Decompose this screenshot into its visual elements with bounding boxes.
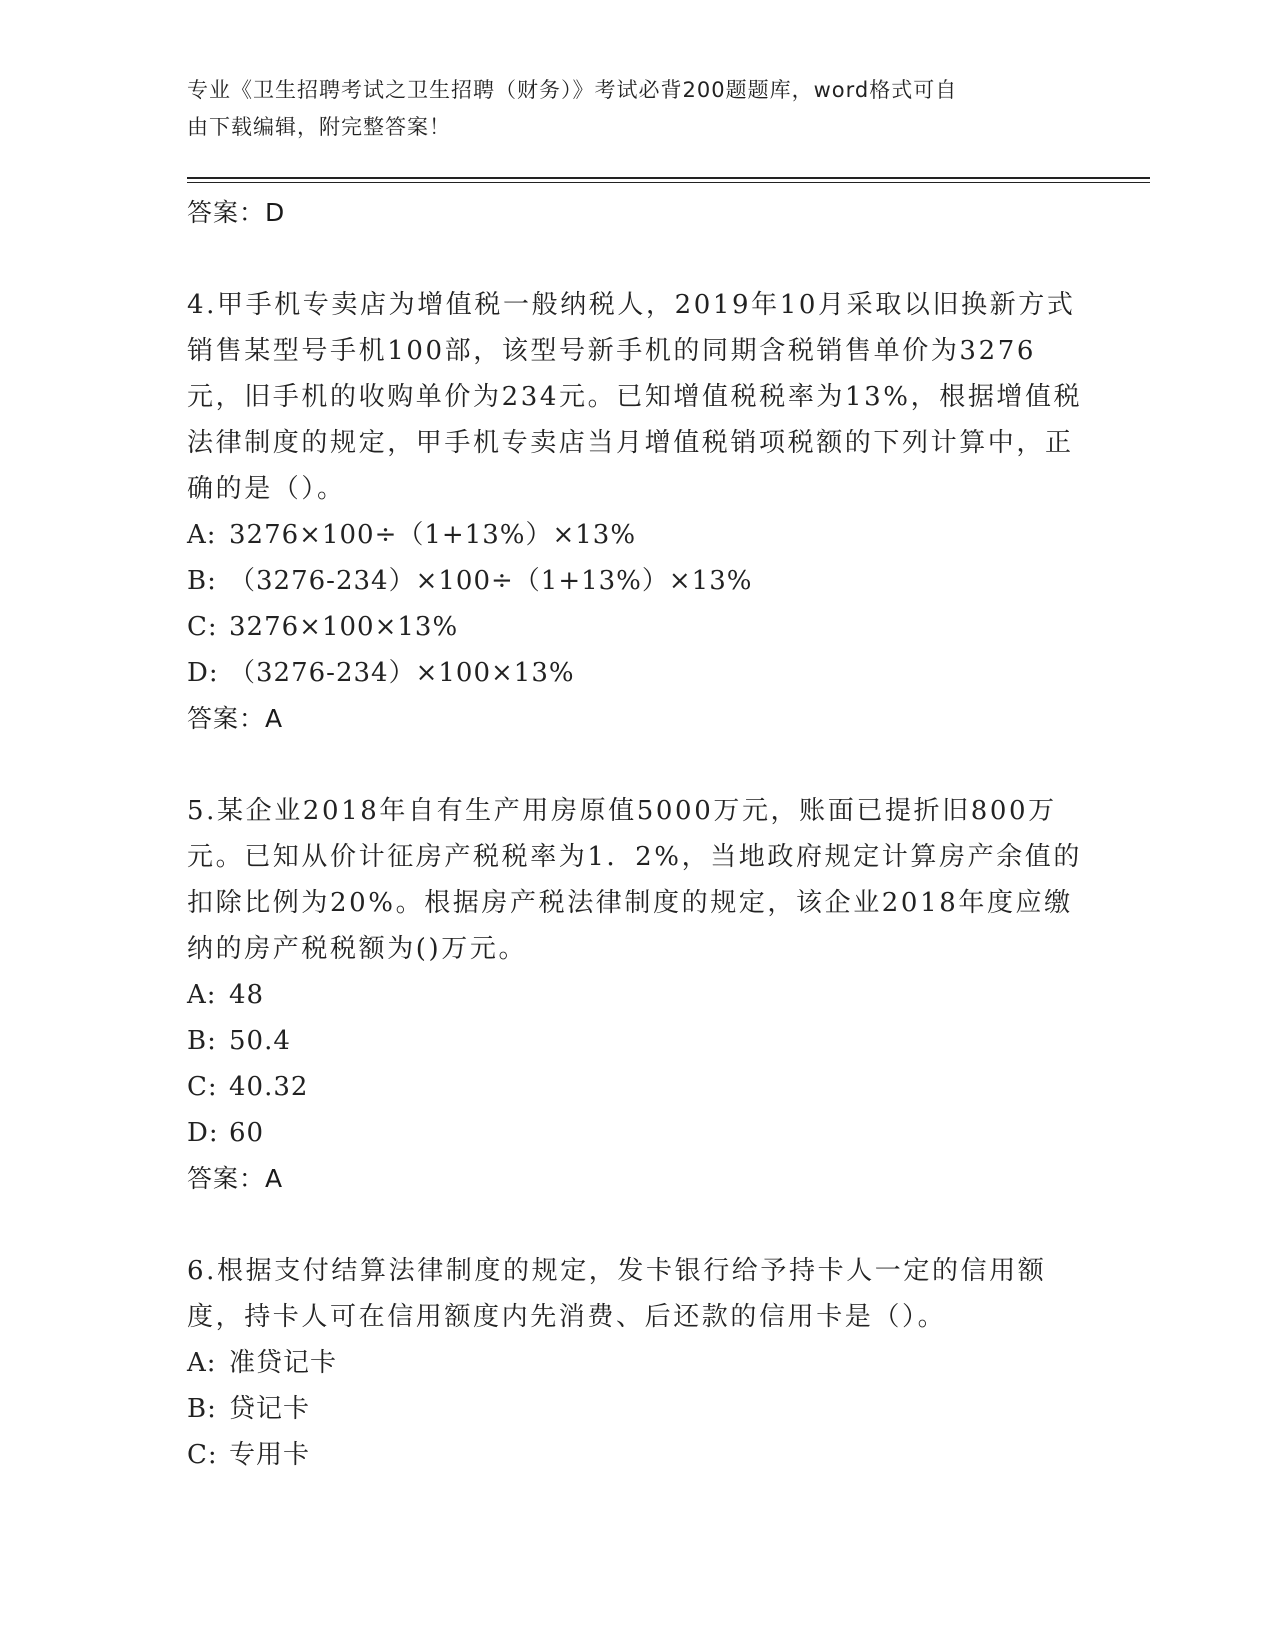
header-rule-thick bbox=[187, 177, 1150, 179]
option-label: B: bbox=[187, 1026, 217, 1056]
option-label: B: bbox=[187, 1394, 217, 1424]
question-block bbox=[187, 1248, 1087, 1478]
option-d bbox=[187, 1110, 1087, 1156]
option-label: A: bbox=[187, 520, 217, 550]
option-b bbox=[187, 1018, 1087, 1064]
option-b bbox=[187, 1386, 1087, 1432]
document-body bbox=[187, 190, 1087, 1478]
option-text: 准贷记卡 bbox=[229, 1348, 338, 1378]
option-text: 48 bbox=[229, 980, 265, 1010]
option-text: （3276-234）×100×13% bbox=[229, 658, 575, 688]
option-b bbox=[187, 558, 1087, 604]
answer-line: 答案：A bbox=[187, 704, 284, 733]
document-header bbox=[187, 72, 1067, 146]
option-a bbox=[187, 512, 1087, 558]
header-line-1: 专业《卫生招聘考试之卫生招聘（财务）》考试必背200题题库，word格式可自 bbox=[187, 78, 958, 102]
option-text: 50.4 bbox=[229, 1026, 291, 1056]
answer-line: 答案：D bbox=[187, 198, 286, 227]
option-label: C: bbox=[187, 1440, 218, 1470]
question-block bbox=[187, 788, 1087, 1202]
option-label: B: bbox=[187, 566, 217, 596]
option-label: D: bbox=[187, 658, 219, 688]
option-label: C: bbox=[187, 1072, 218, 1102]
option-text: 40.32 bbox=[229, 1072, 309, 1102]
option-label: A: bbox=[187, 980, 217, 1010]
option-text: 贷记卡 bbox=[229, 1394, 311, 1424]
question-stem: 5.某企业2018年自有生产用房原值5000万元，账面已提折旧800万元。已知从价计征房产税税率为1．2%，当地政府规定计算房产余值的扣除比例为20%。根据房产税法律制度的规定，该企业2018年度应缴纳的房产税税额为()万元。 bbox=[187, 796, 1082, 964]
option-label: A: bbox=[187, 1348, 217, 1378]
option-label: D: bbox=[187, 1118, 219, 1148]
option-text: 专用卡 bbox=[229, 1440, 311, 1470]
option-text: 3276×100÷（1+13%）×13% bbox=[229, 520, 637, 550]
option-d bbox=[187, 650, 1087, 696]
header-line-2: 由下载编辑，附完整答案！ bbox=[187, 115, 451, 139]
header-rule-thin bbox=[187, 182, 1150, 183]
question-stem: 4.甲手机专卖店为增值税一般纳税人，2019年10月采取以旧换新方式销售某型号手机100部，该型号新手机的同期含税销售单价为3276元，旧手机的收购单价为234元。已知增值税税率为13%，根据增值税法律制度的规定，甲手机专卖店当月增值税销项税额的下列计算中，正确的是（）。 bbox=[187, 290, 1083, 504]
option-a bbox=[187, 1340, 1087, 1386]
question-stem: 6.根据支付结算法律制度的规定，发卡银行给予持卡人一定的信用额度，持卡人可在信用额度内先消费、后还款的信用卡是（）。 bbox=[187, 1256, 1047, 1332]
option-text: （3276-234）×100÷（1+13%）×13% bbox=[229, 566, 753, 596]
option-c bbox=[187, 604, 1087, 650]
option-c bbox=[187, 1064, 1087, 1110]
option-text: 3276×100×13% bbox=[229, 612, 459, 642]
option-text: 60 bbox=[229, 1118, 265, 1148]
answer-line: 答案：A bbox=[187, 1164, 284, 1193]
option-a bbox=[187, 972, 1087, 1018]
option-label: C: bbox=[187, 612, 218, 642]
option-c bbox=[187, 1432, 1087, 1478]
question-block bbox=[187, 282, 1087, 742]
